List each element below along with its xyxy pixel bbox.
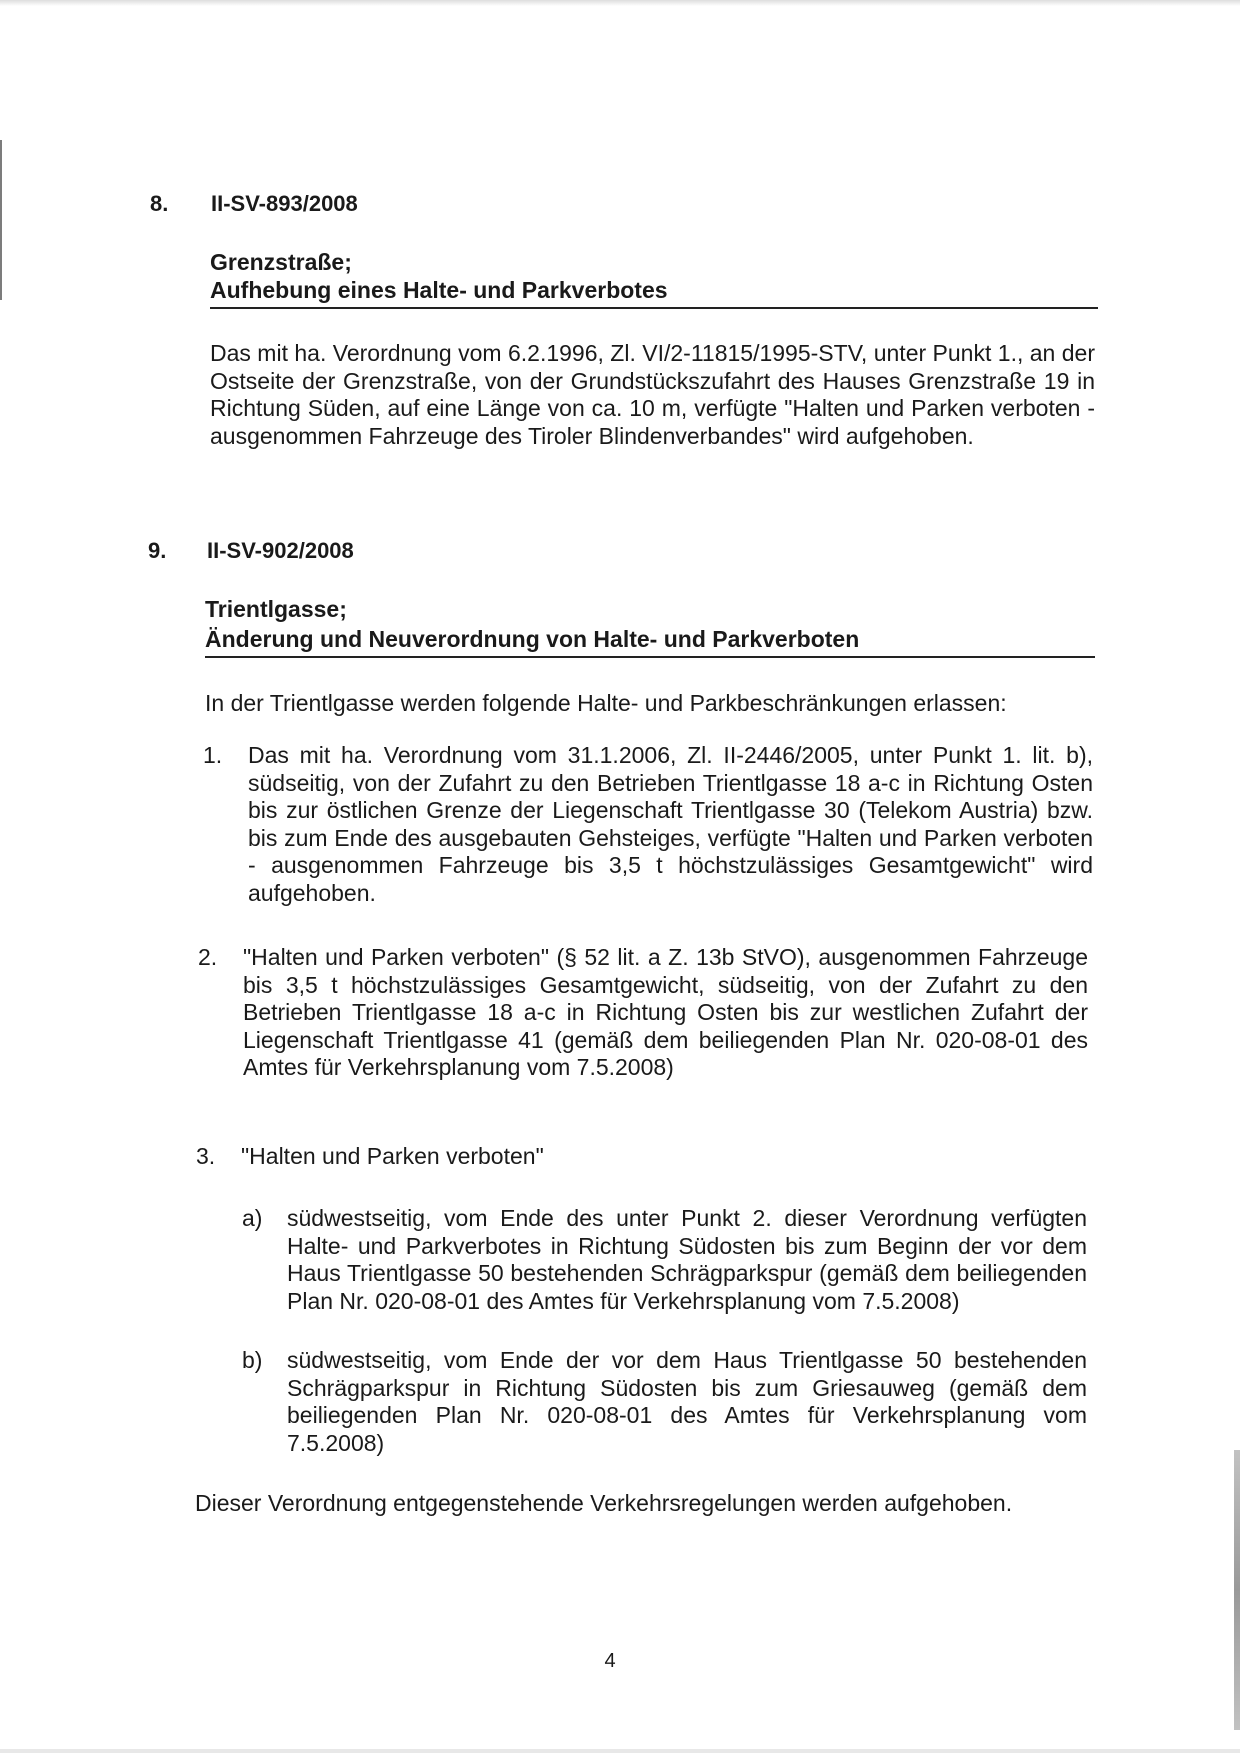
list-item-3	[196, 1143, 1088, 1173]
section-9-intro: In der Trientlgasse werden folgende Halte- und Parkbeschränkungen erlassen:	[205, 690, 1007, 716]
section-8-paragraph: Das mit ha. Verordnung vom 6.2.1996, Zl. VI/2-11815/1995-STV, unter Punkt 1., an der Ostseite der Grenzstraße, von der Grundstückszufahrt des Hauses Grenzstraße 19 in Richtung Süden, auf eine Länge von ca. 10 m, verfügte "Halten und Parken verboten - ausgenommen Fahrzeuge des Tiroler Blindenverbandes" wird aufgehoben.	[210, 340, 1095, 449]
list-item-2-text: "Halten und Parken verboten" (§ 52 lit. a Z. 13b StVO), ausgenommen Fahrzeuge bis 3,5 t höchstzulässiges Gesamtgewicht, südseitig, von der Zufahrt zu den Betrieben Trientlgasse 18 a-c in Richtung Osten bis zur westlichen Zufahrt der Liegenschaft Trientlgasse 41 (gemäß dem beiliegenden Plan Nr. 020-08-01 des Amtes für Verkehrsplanung vom 7.5.2008)	[243, 944, 1088, 1080]
list-item-2-marker: 2.	[198, 944, 218, 970]
sub-item-a-marker: a)	[242, 1205, 263, 1231]
list-item-3-text: "Halten und Parken verboten"	[241, 1143, 544, 1169]
section-8-heading-subtitle: Aufhebung eines Halte- und Parkverbotes	[210, 277, 668, 303]
section-8-heading-title: Grenzstraße;	[210, 249, 352, 275]
section-9-case-number: II-SV-902/2008	[207, 538, 354, 563]
list-item-3-marker: 3.	[196, 1143, 216, 1169]
sub-item-b-text: südwestseitig, vom Ende der vor dem Haus Trientlgasse 50 bestehenden Schrägparkspur in Richtung Südosten bis zum Griesauweg (gemäß dem beiliegenden Plan Nr. 020-08-01 des Amtes für Verkehrsplanung vom 7.5.2008)	[287, 1347, 1087, 1456]
scan-edge-left	[0, 140, 2, 300]
scan-edge-right	[1234, 1450, 1240, 1730]
list-item-2	[198, 944, 1090, 1114]
section-9-number: 9.	[148, 538, 167, 563]
list-item-1-text: Das mit ha. Verordnung vom 31.1.2006, Zl. II-2446/2005, unter Punkt 1. lit. b), südseitig, von der Zufahrt zu den Betrieben Trientlgasse 18 a-c in Richtung Osten bis zur östlichen Grenze der Liegenschaft Trientlgasse 30 (Telekom Austria) bzw. bis zum Ende des ausgebauten Gehsteiges, verfügte "Halten und Parken verboten - ausgenommen Fahrzeuge bis 3,5 t höchstzulässiges Gesamtgewicht" wird aufgehoben.	[248, 742, 1093, 906]
sub-item-b	[242, 1347, 1087, 1459]
section-8-heading-rule	[210, 307, 1098, 309]
sub-item-a	[242, 1205, 1087, 1345]
scan-shadow-bottom	[0, 1749, 1240, 1753]
section-8-case-number: II-SV-893/2008	[211, 191, 358, 216]
section-9-closing: Dieser Verordnung entgegenstehende Verkehrsregelungen werden aufgehoben.	[195, 1490, 1013, 1516]
scan-shadow-top	[0, 0, 1240, 6]
section-9-heading-title: Trientlgasse;	[205, 596, 347, 622]
section-9-heading-subtitle: Änderung und Neuverordnung von Halte- und Parkverboten	[205, 626, 860, 652]
section-9-heading-rule	[205, 656, 1095, 658]
list-item-1-marker: 1.	[203, 742, 223, 768]
sub-item-a-text: südwestseitig, vom Ende des unter Punkt 2. dieser Verordnung verfügten Halte- und Parkverbotes in Richtung Südosten bis zum Beginn der vor dem Haus Trientlgasse 50 bestehenden Schrägparkspur (gemäß dem beiliegenden Plan Nr. 020-08-01 des Amtes für Verkehrsplanung vom 7.5.2008)	[287, 1205, 1087, 1314]
list-item-1	[203, 742, 1093, 912]
section-8-number: 8.	[150, 191, 169, 216]
sub-item-b-marker: b)	[242, 1347, 263, 1373]
page-number: 4	[604, 1650, 616, 1672]
